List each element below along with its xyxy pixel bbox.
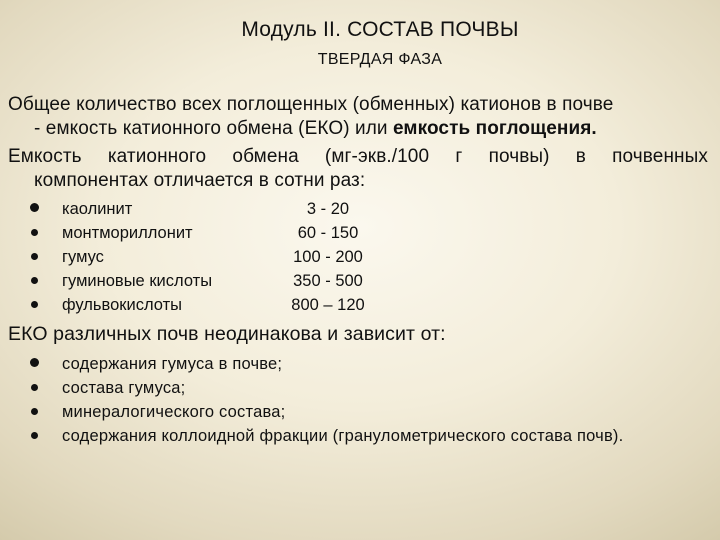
- factor-text: состава гумуса;: [62, 379, 186, 397]
- component-name: монтмориллонит: [62, 224, 193, 242]
- component-value: 60 - 150: [297, 224, 359, 242]
- bullet-icon: [31, 408, 38, 415]
- paragraph-eko-variation: [8, 145, 708, 193]
- slide-title: Модуль II. СОСТАВ ПОЧВЫ: [241, 18, 519, 41]
- bold-term: емкость поглощения.: [393, 118, 597, 139]
- bullet-icon: [30, 203, 39, 212]
- paragraph-line: компонентах отличается в сотни раз:: [34, 170, 366, 191]
- component-value: 800 – 120: [291, 296, 365, 314]
- bullet-icon: [30, 358, 39, 367]
- component-name: каолинит: [62, 200, 133, 218]
- paragraph-line: [8, 117, 708, 141]
- slide-subtitle: ТВЕРДАЯ ФАЗА: [317, 51, 443, 68]
- bullet-icon: [31, 432, 38, 439]
- paragraph-eko-factors: ЕКО различных почв неодинакова и зависит от:: [8, 323, 446, 345]
- bullet-icon: [31, 229, 38, 236]
- paragraph-line: Общее количество всех поглощенных (обменных) катионов в почве: [8, 94, 614, 115]
- component-name: гуминовые кислоты: [62, 272, 213, 290]
- factor-text: содержания гумуса в почве;: [62, 355, 283, 373]
- component-value: 350 - 500: [293, 272, 363, 290]
- paragraph-line: Емкость катионного обмена (мг-экв./100 г почвы) в почвенных: [8, 146, 708, 167]
- bullet-icon: [31, 384, 38, 391]
- component-name: фульвокислоты: [62, 296, 182, 314]
- component-value: 3 - 20: [306, 200, 350, 218]
- paragraph-eko-definition: [8, 93, 708, 141]
- factor-text: содержания коллоидной фракции (гранулометрического состава почв).: [62, 427, 624, 445]
- factor-text: минералогического состава;: [62, 403, 286, 421]
- bullet-icon: [31, 301, 38, 308]
- paragraph-text: - емкость катионного обмена (ЕКО) или: [34, 118, 394, 139]
- component-value: 100 - 200: [293, 248, 363, 266]
- component-name: гумус: [62, 248, 104, 266]
- bullet-icon: [31, 253, 38, 260]
- bullet-icon: [31, 277, 38, 284]
